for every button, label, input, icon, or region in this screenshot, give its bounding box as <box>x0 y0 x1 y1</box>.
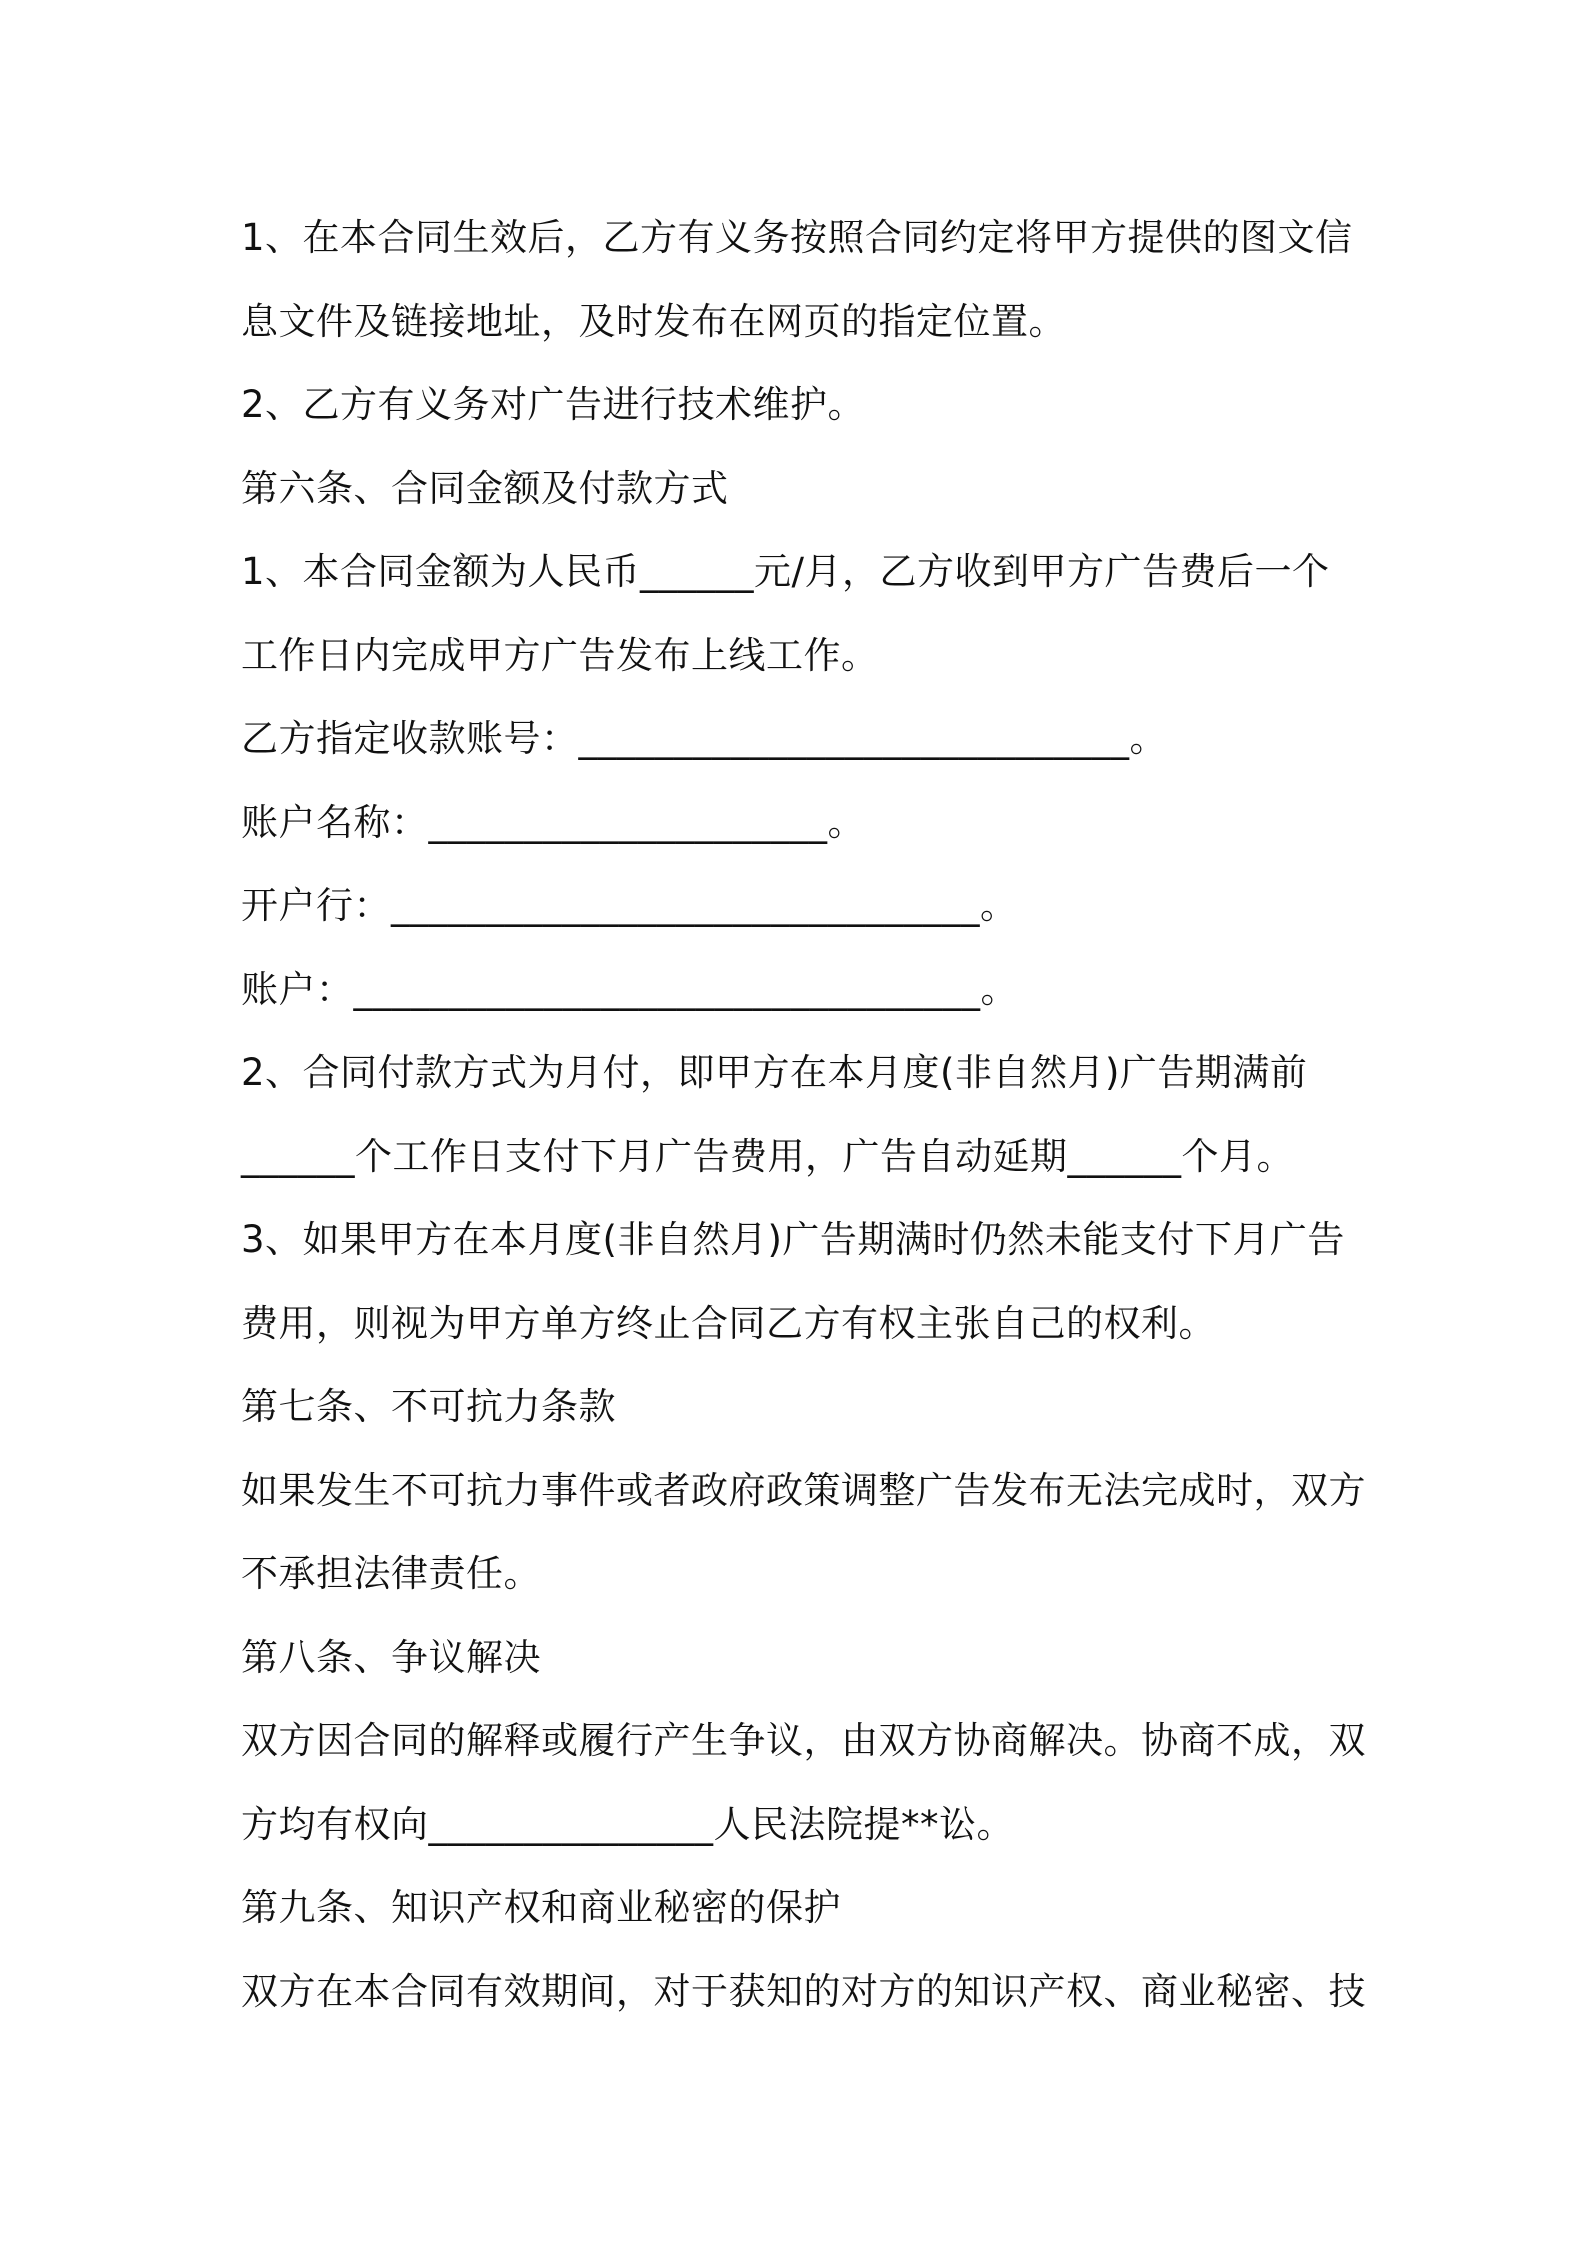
text-line: ______个工作日支付下月广告费用，广告自动延期______个月。 <box>241 1134 1294 1178</box>
section-heading-6: 第六条、合同金额及付款方式 <box>241 466 729 510</box>
text-line: 3、如果甲方在本月度(非自然月)广告期满时仍然未能支付下月广告 <box>241 1218 1345 1261</box>
text-line: 息文件及链接地址，及时发布在网页的指定位置。 <box>241 299 1066 343</box>
account-line: 账户：_________________________________。 <box>241 967 1018 1011</box>
section-heading-7: 第七条、不可抗力条款 <box>241 1385 616 1428</box>
section-heading-9: 第九条、知识产权和商业秘密的保护 <box>241 1886 841 1929</box>
text-line: 如果发生不可抗力事件或者政府政策调整广告发布无法完成时，双方 <box>241 1468 1366 1512</box>
text-line: 1、在本合同生效后，乙方有义务按照合同约定将甲方提供的图文信 <box>241 216 1353 259</box>
text-line: 2、合同付款方式为月付，即甲方在本月度(非自然月)广告期满前 <box>241 1051 1308 1094</box>
contract-text <box>241 196 1366 2033</box>
text-line: 双方因合同的解释或履行产生争议，由双方协商解决。协商不成，双 <box>241 1719 1366 1762</box>
account-name-line: 账户名称：_____________________。 <box>241 800 865 844</box>
text-line: 双方在本合同有效期间，对于获知的对方的知识产权、商业秘密、技 <box>241 1969 1366 2013</box>
text-line: 2、乙方有义务对广告进行技术维护。 <box>241 383 866 426</box>
text-line: 费用，则视为甲方单方终止合同乙方有权主张自己的权利。 <box>241 1301 1216 1345</box>
text-line: 工作日内完成甲方广告发布上线工作。 <box>241 633 879 677</box>
text-line: 1、本合同金额为人民币______元/月，乙方收到甲方广告费后一个 <box>241 550 1330 593</box>
account-number-line: 乙方指定收款账号：_____________________________。 <box>241 717 1167 760</box>
bank-line: 开户行：_______________________________。 <box>241 884 1018 927</box>
section-heading-8: 第八条、争议解决 <box>241 1635 541 1679</box>
text-line: 不承担法律责任。 <box>241 1552 541 1595</box>
text-line: 方均有权向_______________人民法院提**讼。 <box>241 1802 1014 1846</box>
